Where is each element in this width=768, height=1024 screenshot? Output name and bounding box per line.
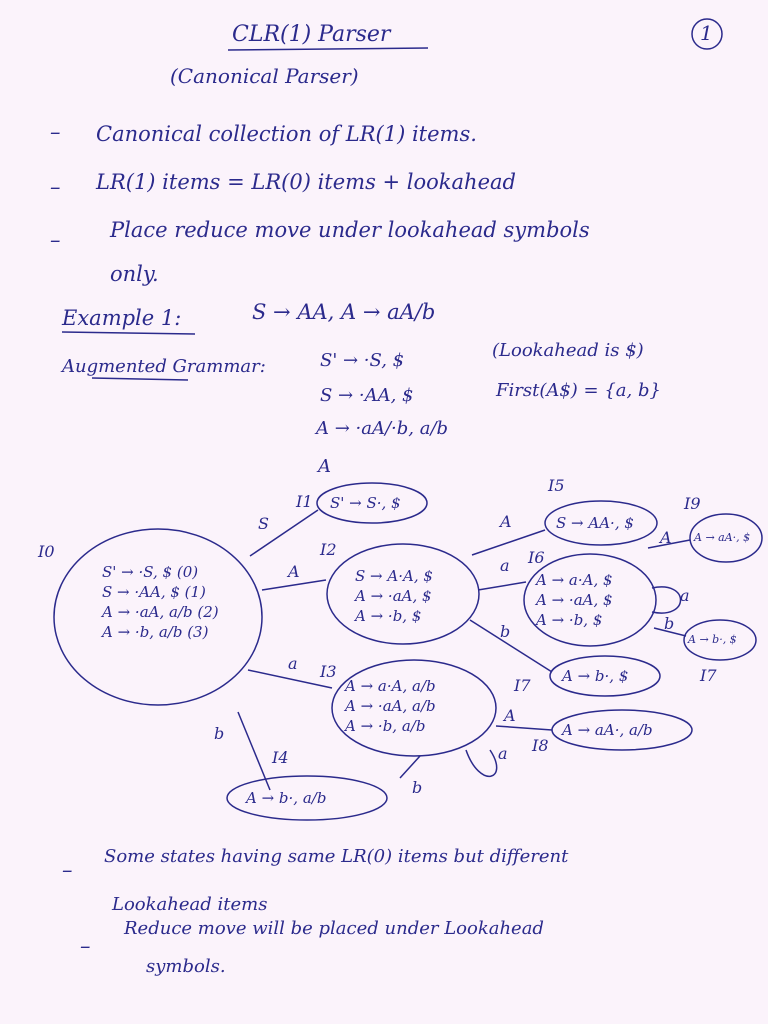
state-item: A → a·A, $ [536, 571, 613, 589]
state-i7-items [562, 666, 628, 686]
state-item: A → ·aA, $ [355, 587, 432, 605]
state-item: S' → S·, $ [330, 494, 401, 512]
bullet-2: LR(1) items = LR(0) items + lookahead [96, 170, 516, 194]
state-item: A → aA·, a/b [562, 721, 653, 739]
state-item: S' → ·S, $ (0) [102, 563, 199, 581]
edge-label-b-i7b: b [664, 614, 675, 633]
state-i2-items [355, 566, 433, 626]
state-item: A → ·aA, a/b (2) [102, 603, 219, 621]
state-i6-name: I6 [528, 548, 545, 567]
title-underline [228, 48, 428, 50]
edge-label-b-i4: b [214, 724, 225, 743]
state-i5-items [556, 513, 634, 533]
page-title: CLR(1) Parser [232, 22, 391, 47]
bullet-3: Place reduce move under lookahead symbols [110, 218, 590, 242]
state-item: A → ·aA, a/b [345, 697, 436, 715]
state-i4-items [246, 788, 326, 808]
edge-i0-i4 [238, 712, 270, 790]
state-item: A → ·b, a/b [345, 717, 426, 735]
page-number: 1 [700, 21, 713, 45]
edge-label-loop-i3: a [498, 744, 508, 763]
example-underline [62, 332, 195, 334]
state-item: A → a·A, a/b [345, 677, 436, 695]
state-i9-name: I9 [684, 494, 701, 513]
note-1-cont: Lookahead items [112, 894, 268, 915]
bullet-dash: – [50, 228, 61, 252]
edge-label-a-i8: A [504, 706, 516, 725]
state-i2-name: I2 [320, 540, 337, 559]
state-i3-items [345, 676, 436, 736]
edge-label-a-i3: a [288, 654, 298, 673]
augmented-label: Augmented Grammar: [62, 356, 266, 377]
edge-i3-loop [466, 750, 497, 776]
edge-label-a-i6: a [500, 556, 510, 575]
note-dash: – [62, 858, 73, 882]
edge-label-s: S [258, 514, 269, 533]
state-item: A → b·, $ [688, 633, 737, 646]
state-i0-name: I0 [38, 542, 55, 561]
state-item: A → ·b, $ [355, 607, 422, 625]
example-label: Example 1: [62, 306, 182, 330]
state-i3-name: I3 [320, 662, 337, 681]
aug-line-1: S' → ·S, $ [320, 350, 405, 371]
state-i6-items [536, 570, 613, 630]
state-item: S → A·A, $ [355, 567, 433, 585]
state-i0-items [102, 562, 219, 642]
first-note: First(A$) = {a, b} [496, 380, 661, 401]
state-i4-name: I4 [272, 748, 289, 767]
state-item: A → b·, $ [562, 667, 629, 685]
edge-i3-i8 [496, 726, 552, 730]
edge-label-b-i7: b [500, 622, 511, 641]
state-item: A → ·b, $ [536, 611, 603, 629]
page-subtitle: (Canonical Parser) [170, 64, 359, 88]
note-1: Some states having same LR(0) items but different [104, 846, 569, 867]
state-i1-items [330, 493, 401, 513]
state-i7-name: I7 [514, 676, 531, 695]
edge-label-loop-i6: a [680, 586, 690, 605]
edge-label-b-i3-i4: b [412, 778, 423, 797]
state-i8-name: I8 [532, 736, 549, 755]
bullet-3-cont: only. [110, 262, 159, 286]
edge-i3-i4 [400, 756, 420, 778]
note-2-cont: symbols. [146, 956, 226, 977]
example-grammar: S → AA, A → aA/b [252, 300, 436, 324]
edge-label-a-i5: A [500, 512, 512, 531]
state-item: S → ·AA, $ (1) [102, 583, 206, 601]
note-dash: – [80, 934, 91, 958]
state-i8-items [562, 720, 653, 740]
bullet-dash: – [50, 120, 61, 144]
state-i7b-items [688, 630, 737, 650]
lookahead-note: (Lookahead is $) [492, 340, 644, 361]
state-item: A → ·aA, $ [536, 591, 613, 609]
state-i9-items [694, 528, 750, 548]
stray-mark: A [318, 456, 331, 477]
edge-i0-i2 [262, 580, 326, 590]
bullet-dash: – [50, 175, 61, 199]
state-i7b-name: I7 [700, 666, 717, 685]
edge-i2-i6 [478, 582, 526, 590]
note-2: Reduce move will be placed under Lookahead [124, 918, 544, 939]
state-item: A → ·b, a/b (3) [102, 623, 209, 641]
state-item: A → b·, a/b [246, 789, 327, 807]
aug-line-3: A → ·aA/·b, a/b [316, 418, 449, 439]
edge-label-a-i9: A [660, 528, 672, 547]
bullet-1: Canonical collection of LR(1) items. [96, 122, 477, 146]
augmented-underline [92, 378, 188, 380]
state-i5-name: I5 [548, 476, 565, 495]
state-item: S → AA·, $ [556, 514, 634, 532]
aug-line-2: S → ·AA, $ [320, 385, 414, 406]
state-i1-name: I1 [296, 492, 313, 511]
state-item: A → aA·, $ [694, 531, 751, 544]
edge-label-a-i2: A [288, 562, 300, 581]
